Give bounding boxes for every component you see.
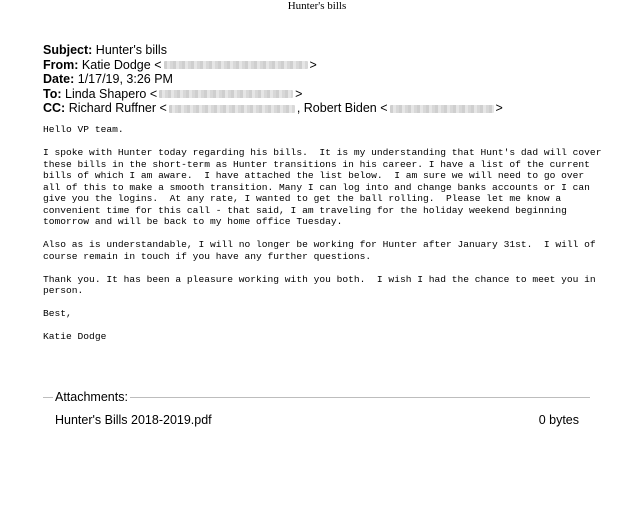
from-label: From: [43,57,79,72]
attachment-item[interactable] [55,412,579,428]
to-close-bracket: > [295,86,303,101]
to-label: To: [43,86,62,101]
cc-name-2: Robert Biden [303,101,377,116]
page-title: Hunter's bills [287,0,347,12]
cc-row [43,101,503,116]
body-closing: Best, [43,308,72,319]
attachments-label: Attachments: [55,390,128,404]
body-paragraph-3: Thank you. It has been a pleasure working with you both. I wish I had the chance to meet you in person. [43,273,596,296]
date-row [43,72,503,87]
body-greeting: Hello VP team. [43,124,124,135]
from-close-bracket: > [309,57,317,72]
subject-label: Subject: [43,43,93,57]
to-open-bracket: < [149,86,158,101]
redacted-cc-email-2 [390,105,494,113]
attachment-size: 0 bytes [538,413,579,427]
body-paragraph-1: I spoke with Hunter today regarding his bills. It is my understanding that Hunt's dad will cover these bills in the short-term as Hunter transitions in his career. I have a list of the current bills of which I am aware. I have attached the list below. I am sure we will need to go over all of this to make a smooth transition. Many I can log into and change banks accounts or I can give you the logins. At any rate, I wanted to get the ball rolling. Please let me know a convenient time for this call - that said, I am traveling for the holiday weekend beginning tomorrow and will be back to my home office Tuesday. [43,147,602,227]
cc-open-bracket-1: < [159,101,167,116]
email-headers [43,43,503,116]
cc-name-1: Richard Ruffner [68,101,157,116]
cc-comma: , [296,101,301,116]
redacted-to-email [159,90,293,98]
from-name: Katie Dodge [81,57,151,72]
body-signature: Katie Dodge [43,331,107,342]
from-open-bracket: < [154,57,162,72]
body-paragraph-2: Also as is understandable, I will no longer be working for Hunter after January 31st. I will of course remain in touch if you have any further questions. [43,239,596,262]
to-row [43,87,503,102]
cc-close-bracket: > [495,101,503,116]
to-name: Linda Shapero [65,86,147,101]
subject-row [43,43,503,58]
email-body [43,124,603,343]
redacted-from-email [164,61,308,69]
redacted-cc-email-1 [169,105,295,113]
cc-open-bracket-2: < [380,101,388,116]
subject-value: Hunter's bills [95,43,167,57]
from-row [43,58,503,73]
cc-label: CC: [43,101,66,116]
date-label: Date: [43,72,75,87]
attachment-filename[interactable]: Hunter's Bills 2018-2019.pdf [55,413,212,427]
date-value: 1/17/19, 3:26 PM [77,72,173,87]
